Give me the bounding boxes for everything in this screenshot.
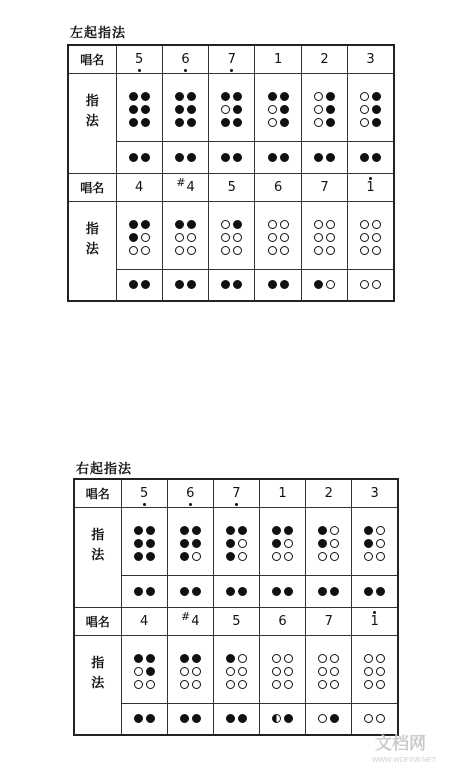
low-octave-dot — [235, 503, 238, 506]
closed-hole — [376, 587, 385, 596]
open-hole — [376, 654, 385, 663]
closed-hole — [192, 714, 201, 723]
closed-hole — [364, 587, 373, 596]
hole-pair — [364, 667, 385, 676]
closed-hole — [134, 714, 143, 723]
note-number: 6 — [274, 180, 283, 195]
open-hole — [134, 680, 143, 689]
open-hole — [238, 539, 247, 548]
fingering-label-char: 法 — [85, 241, 99, 257]
fingering-cell — [259, 635, 305, 703]
fingering-label-char: 法 — [85, 113, 99, 129]
fingering-cell — [167, 703, 213, 735]
closed-hole — [238, 587, 247, 596]
note-number: 1 — [366, 180, 375, 195]
hole-pair — [352, 714, 397, 723]
open-hole — [226, 680, 235, 689]
fingering-cell — [167, 507, 213, 575]
closed-hole — [192, 539, 201, 548]
row-label-sol-fa: 唱名 — [74, 479, 121, 507]
upper-holes-row — [74, 635, 398, 703]
fingering-cell — [259, 703, 305, 735]
fingering-cell — [259, 575, 305, 607]
note-number: 1 — [370, 614, 379, 629]
fingering-cell — [306, 575, 352, 607]
note-number: 6 — [181, 52, 190, 68]
note-number: 4 — [186, 180, 195, 195]
hole-pair — [272, 654, 293, 663]
note-cell — [121, 607, 167, 635]
hole-pair — [318, 539, 339, 548]
open-hole — [318, 552, 327, 561]
hole-group — [318, 526, 339, 561]
closed-hole — [226, 539, 235, 548]
fingering-label-char: 指 — [85, 93, 99, 109]
closed-hole — [180, 539, 189, 548]
open-hole — [330, 552, 339, 561]
closed-hole — [146, 552, 155, 561]
hole-group — [134, 654, 155, 689]
note-cell — [352, 479, 398, 507]
lower-holes-row — [74, 703, 398, 735]
note-number: 4 — [191, 614, 200, 629]
closed-hole — [226, 654, 235, 663]
note-name — [140, 614, 148, 629]
closed-hole — [284, 587, 293, 596]
upper-holes-row — [74, 507, 398, 575]
closed-hole — [180, 714, 189, 723]
note-name — [180, 610, 200, 629]
hole-pair — [122, 714, 167, 723]
open-hole — [318, 667, 327, 676]
open-hole — [238, 680, 247, 689]
hole-pair — [272, 680, 293, 689]
hole-pair — [226, 680, 247, 689]
closed-hole — [226, 714, 235, 723]
hole-pair — [180, 539, 201, 548]
hole-pair — [226, 539, 247, 548]
note-cell — [259, 479, 305, 507]
note-number: 4 — [135, 180, 144, 195]
hole-pair — [364, 526, 385, 535]
closed-hole — [146, 654, 155, 663]
hole-group — [180, 526, 201, 561]
note-row — [74, 479, 398, 507]
note-number: 3 — [366, 52, 375, 68]
hole-group — [272, 654, 293, 689]
closed-hole — [180, 654, 189, 663]
closed-hole — [146, 714, 155, 723]
open-hole — [180, 667, 189, 676]
hole-pair — [272, 539, 293, 548]
fingering-cell — [121, 703, 167, 735]
hole-group — [364, 526, 385, 561]
hole-pair — [122, 587, 167, 596]
closed-hole — [272, 587, 281, 596]
fingering-cell — [259, 507, 305, 575]
open-hole — [134, 667, 143, 676]
fingering-cell — [121, 507, 167, 575]
hole-pair — [260, 714, 305, 723]
fingering-cell — [306, 507, 352, 575]
hole-pair — [226, 667, 247, 676]
closed-hole — [364, 526, 373, 535]
note-name — [278, 614, 286, 629]
note-cell — [306, 607, 352, 635]
open-hole — [330, 680, 339, 689]
closed-hole — [318, 526, 327, 535]
note-number: 7 — [324, 614, 333, 629]
closed-hole — [284, 526, 293, 535]
note-name — [325, 486, 333, 501]
hole-group — [272, 526, 293, 561]
closed-hole — [146, 539, 155, 548]
hole-pair — [180, 526, 201, 535]
hole-group — [226, 654, 247, 689]
open-hole — [272, 552, 281, 561]
open-hole — [238, 667, 247, 676]
fingering-label — [74, 635, 121, 735]
note-name — [278, 486, 286, 501]
fingering-cell — [213, 703, 259, 735]
note-number: 3 — [370, 486, 379, 502]
note-name — [232, 614, 240, 629]
open-hole — [376, 526, 385, 535]
fingering-label-char: 法 — [91, 547, 105, 563]
note-number: 4 — [139, 614, 149, 629]
note-number: 5 — [135, 52, 144, 68]
note-cell — [121, 479, 167, 507]
hole-pair — [318, 526, 339, 535]
closed-hole — [134, 552, 143, 561]
hole-pair — [364, 680, 385, 689]
hole-pair — [306, 587, 351, 596]
hole-pair — [134, 680, 155, 689]
closed-hole — [180, 526, 189, 535]
note-cell — [259, 607, 305, 635]
open-hole — [330, 539, 339, 548]
note-number: 6 — [186, 486, 195, 502]
open-hole — [192, 667, 201, 676]
open-hole — [284, 680, 293, 689]
closed-hole — [146, 526, 155, 535]
left-start-title: 左起指法 — [70, 26, 127, 41]
note-cell — [306, 479, 352, 507]
open-hole — [192, 552, 201, 561]
row-label-sol-fa: 唱名 — [74, 607, 121, 635]
closed-hole — [330, 714, 339, 723]
closed-hole — [272, 526, 281, 535]
note-number: 2 — [320, 52, 329, 68]
open-hole — [376, 539, 385, 548]
hole-pair — [134, 539, 155, 548]
note-cell — [213, 479, 259, 507]
note-cell — [167, 479, 213, 507]
hole-pair — [168, 587, 213, 596]
hole-pair — [318, 552, 339, 561]
fingering-cell — [352, 635, 398, 703]
closed-hole — [192, 587, 201, 596]
note-cell — [167, 607, 213, 635]
hole-pair — [318, 654, 339, 663]
open-hole — [376, 714, 385, 723]
hole-pair — [180, 552, 201, 561]
note-number: 1 — [274, 52, 283, 68]
hole-pair — [134, 526, 155, 535]
closed-hole — [146, 587, 155, 596]
fingering-cell — [213, 635, 259, 703]
hole-pair — [226, 654, 247, 663]
closed-hole — [272, 539, 281, 548]
note-number: 7 — [232, 486, 241, 502]
open-hole — [376, 667, 385, 676]
hole-pair — [180, 654, 201, 663]
closed-hole — [364, 539, 373, 548]
hole-pair — [364, 552, 385, 561]
hole-group — [364, 654, 385, 689]
closed-hole — [134, 539, 143, 548]
hole-pair — [214, 587, 259, 596]
note-name — [325, 614, 333, 629]
note-number: 7 — [227, 52, 236, 68]
right-start-table — [73, 478, 399, 736]
hole-group — [180, 654, 201, 689]
hole-pair — [352, 587, 397, 596]
hole-pair — [168, 714, 213, 723]
row-label-sol-fa: 唱名 — [68, 173, 116, 201]
right-start-title: 右起指法 — [76, 462, 133, 477]
open-hole — [284, 654, 293, 663]
open-hole — [330, 526, 339, 535]
low-octave-dot — [189, 503, 192, 506]
hole-pair — [226, 526, 247, 535]
open-hole — [284, 539, 293, 548]
fingering-label-char: 法 — [91, 675, 105, 691]
open-hole — [180, 680, 189, 689]
note-number: 1 — [278, 486, 287, 502]
hole-pair — [306, 714, 351, 723]
hole-pair — [272, 667, 293, 676]
open-hole — [318, 654, 327, 663]
hole-pair — [260, 587, 305, 596]
hole-pair — [364, 539, 385, 548]
closed-hole — [238, 714, 247, 723]
open-hole — [284, 552, 293, 561]
hole-pair — [134, 667, 155, 676]
closed-hole — [134, 587, 143, 596]
note-number: 7 — [320, 180, 329, 195]
fingering-cell — [352, 575, 398, 607]
note-row — [74, 607, 398, 635]
hole-group — [134, 526, 155, 561]
open-hole — [330, 654, 339, 663]
open-hole — [284, 667, 293, 676]
closed-hole — [134, 654, 143, 663]
fingering-label-char: 指 — [91, 655, 105, 671]
open-hole — [330, 667, 339, 676]
sharp-sign: # — [180, 610, 191, 623]
closed-hole — [284, 714, 293, 723]
note-name — [371, 614, 379, 629]
closed-hole — [192, 526, 201, 535]
open-hole — [192, 680, 201, 689]
half-hole — [272, 714, 281, 723]
sharp-sign: # — [176, 176, 186, 189]
open-hole — [238, 654, 247, 663]
closed-hole — [134, 526, 143, 535]
closed-hole — [180, 552, 189, 561]
note-cell — [352, 607, 398, 635]
open-hole — [272, 667, 281, 676]
note-number: 6 — [278, 614, 287, 629]
hole-pair — [134, 552, 155, 561]
watermark-url: WWW.WDFXW.NET — [371, 757, 436, 764]
closed-hole — [318, 539, 327, 548]
note-name — [232, 486, 240, 501]
hole-pair — [134, 654, 155, 663]
watermark-logo: 文档网 — [375, 734, 426, 754]
hole-group — [226, 526, 247, 561]
hole-pair — [364, 654, 385, 663]
open-hole — [364, 654, 373, 663]
open-hole — [238, 552, 247, 561]
fingering-cell — [306, 703, 352, 735]
note-number: 5 — [227, 180, 236, 195]
closed-hole — [318, 587, 327, 596]
closed-hole — [330, 587, 339, 596]
open-hole — [364, 680, 373, 689]
fingering-cell — [121, 635, 167, 703]
closed-hole — [226, 526, 235, 535]
fingering-label-char: 指 — [91, 527, 105, 543]
hole-pair — [318, 667, 339, 676]
hole-group — [318, 654, 339, 689]
fingering-cell — [121, 575, 167, 607]
hole-pair — [226, 552, 247, 561]
fingering-cell — [306, 635, 352, 703]
hole-pair — [272, 526, 293, 535]
row-label-sol-fa: 唱名 — [68, 45, 116, 73]
open-hole — [364, 552, 373, 561]
note-name — [186, 486, 194, 501]
open-hole — [364, 667, 373, 676]
fingering-label — [74, 507, 121, 607]
fingering-label-char: 指 — [85, 221, 99, 237]
open-hole — [226, 667, 235, 676]
fingering-cell — [352, 507, 398, 575]
open-hole — [318, 714, 327, 723]
fingering-cell — [167, 575, 213, 607]
note-name — [140, 486, 148, 501]
open-hole — [364, 714, 373, 723]
note-number: 5 — [232, 614, 241, 629]
fingering-cell — [213, 507, 259, 575]
hole-pair — [180, 667, 201, 676]
open-hole — [272, 654, 281, 663]
closed-hole — [146, 667, 155, 676]
open-hole — [146, 680, 155, 689]
low-octave-dot — [143, 503, 146, 506]
open-hole — [272, 680, 281, 689]
closed-hole — [192, 654, 201, 663]
open-hole — [376, 680, 385, 689]
open-hole — [318, 680, 327, 689]
closed-hole — [180, 587, 189, 596]
hole-pair — [318, 680, 339, 689]
hole-pair — [214, 714, 259, 723]
lower-holes-row — [74, 575, 398, 607]
hole-pair — [272, 552, 293, 561]
note-name — [371, 486, 379, 501]
fingering-cell — [213, 575, 259, 607]
closed-hole — [238, 526, 247, 535]
open-hole — [376, 552, 385, 561]
note-number: 5 — [139, 486, 149, 502]
note-cell — [213, 607, 259, 635]
note-number: 2 — [324, 486, 333, 502]
closed-hole — [226, 587, 235, 596]
hole-pair — [180, 680, 201, 689]
closed-hole — [226, 552, 235, 561]
fingering-cell — [167, 635, 213, 703]
